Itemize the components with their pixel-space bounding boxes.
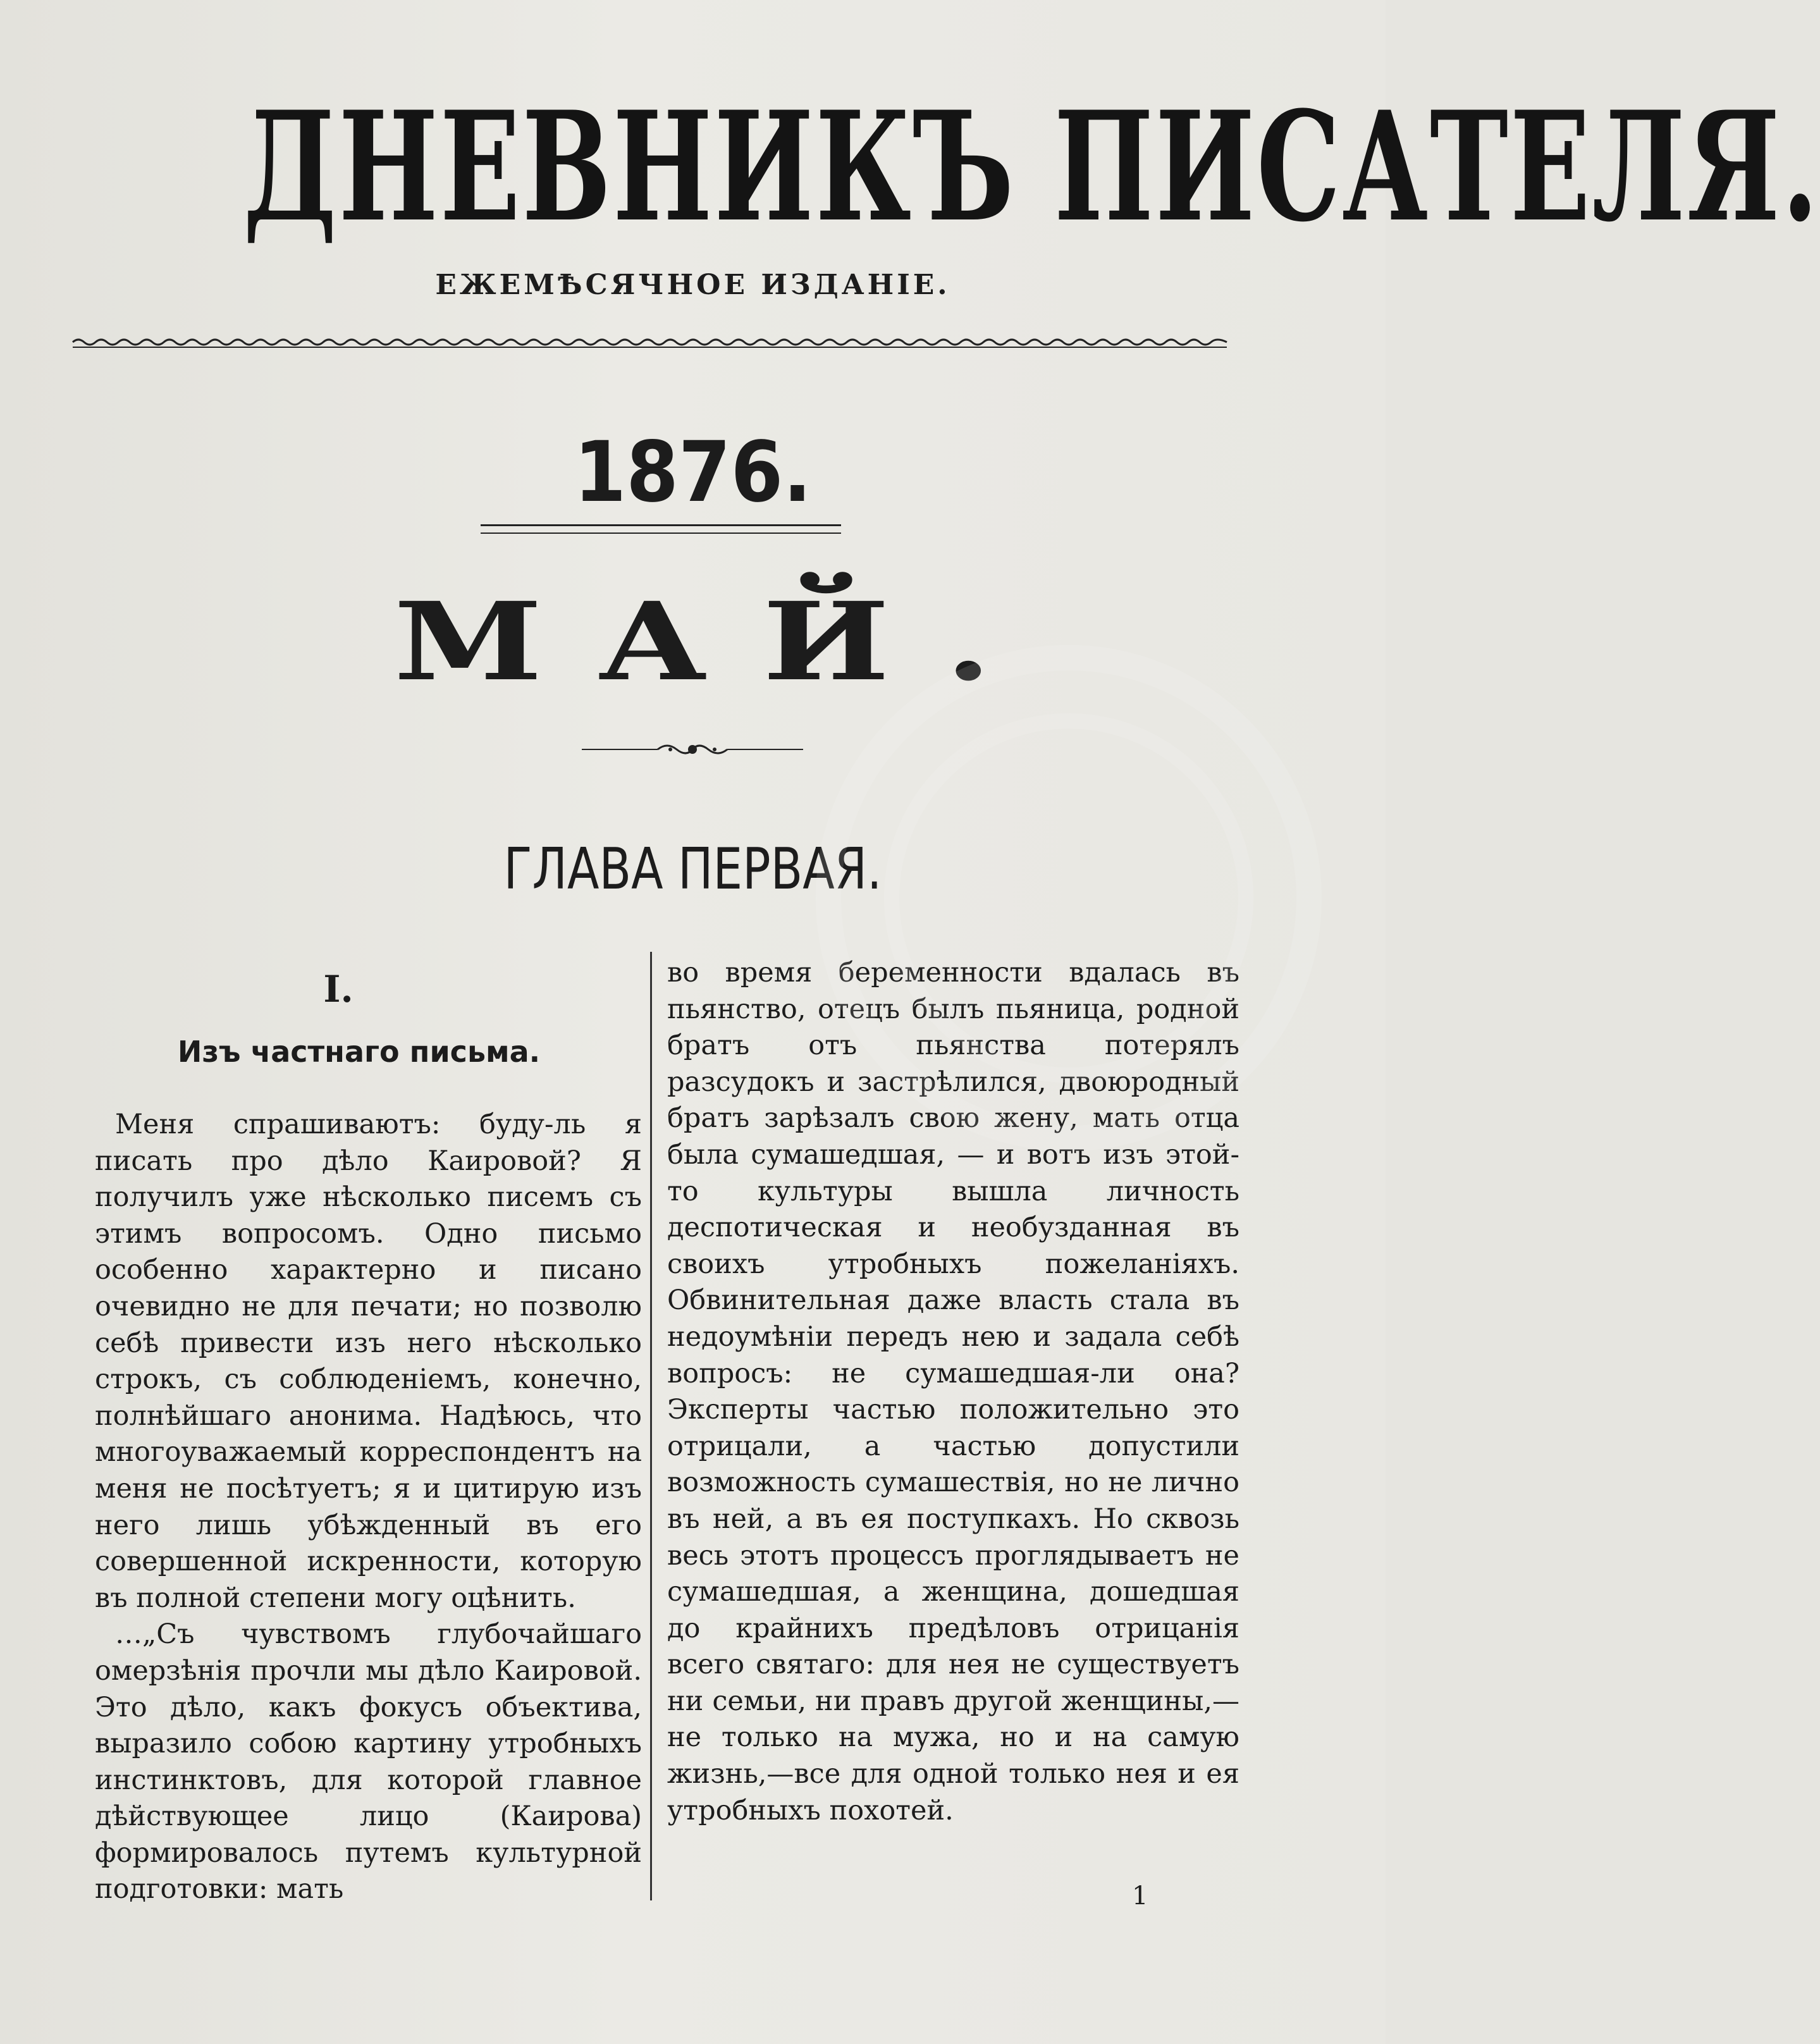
wavy-rule-divider xyxy=(73,335,1227,349)
issue-year: 1876. xyxy=(574,424,812,521)
paragraph: Меня спрашиваютъ: буду-ль я писать про дѣло Каировой? Я получилъ уже нѣсколько писемъ съ этимъ вопросомъ. Одно письмо особенно характерно и писано очевидно не для печати; но позволю себѣ привести изъ него нѣсколько строкъ, съ соблюденіемъ, конечно, полнѣйшаго анонима. Надѣюсь, что многоуважаемый корреспондентъ на меня не посѣтуетъ; я и цитирую изъ него лишь убѣжденный въ его совершенной искренности, которую въ полной степени могу оцѣнить. xyxy=(95,1109,642,1614)
ornament-divider-icon xyxy=(582,737,803,762)
chapter-heading: ГЛАВА ПЕРВАЯ. xyxy=(503,836,882,902)
section-number: I. xyxy=(323,968,354,1011)
issue-month: МАЙ. xyxy=(393,579,1047,705)
right-text-column xyxy=(667,955,1239,1829)
column-divider xyxy=(650,952,652,1900)
masthead-subtitle: ЕЖЕМѢСЯЧНОЕ ИЗДАНІЕ. xyxy=(435,269,950,301)
section-title: Изъ частнаго письма. xyxy=(177,1035,541,1069)
paragraph: …„Съ чувствомъ глубочайшаго омерзѣнія прочли мы дѣло Каировой. Это дѣло, какъ фокусъ объектива, выразило собою картину утробныхъ инстинктовъ, для которой главное дѣйствующее лицо (Каирова) формировалось путемъ культурной подготовки: мать xyxy=(95,1618,642,1905)
masthead-title: ДНЕВНИКЪ ПИСАТЕЛЯ. xyxy=(243,79,1820,256)
left-text-column xyxy=(95,1107,642,1908)
page-number: 1 xyxy=(1132,1881,1148,1911)
double-rule-divider xyxy=(481,524,841,534)
paragraph: во время беременности вдалась въ пьянство, отецъ былъ пьяница, родной братъ отъ пьянства потерялъ разсудокъ и застрѣлился, двоюродный братъ зарѣзалъ свою жену, мать отца была сумашедшая, — и вотъ изъ этой-то культуры вышла личность деспотическая и необузданная въ своихъ утробныхъ пожеланіяхъ. Обвинительная даже власть стала въ недоумѣніи передъ нею и задала себѣ вопросъ: не сумашедшая-ли она? Эксперты частью положительно это отрицали, а частью допустили возможность сумашествія, но не лично въ ней, а въ ея поступкахъ. Но сквозь весь этотъ процессъ проглядываетъ не сумашедшая, а женщина, дошедшая до крайнихъ предѣловъ отрицанія всего святаго: для нея не существуетъ ни семьи, ни правъ другой женщины,—не только на мужа, но и на самую жизнь,—все для одной только нея и ея утробныхъ похотей. xyxy=(667,957,1239,1826)
